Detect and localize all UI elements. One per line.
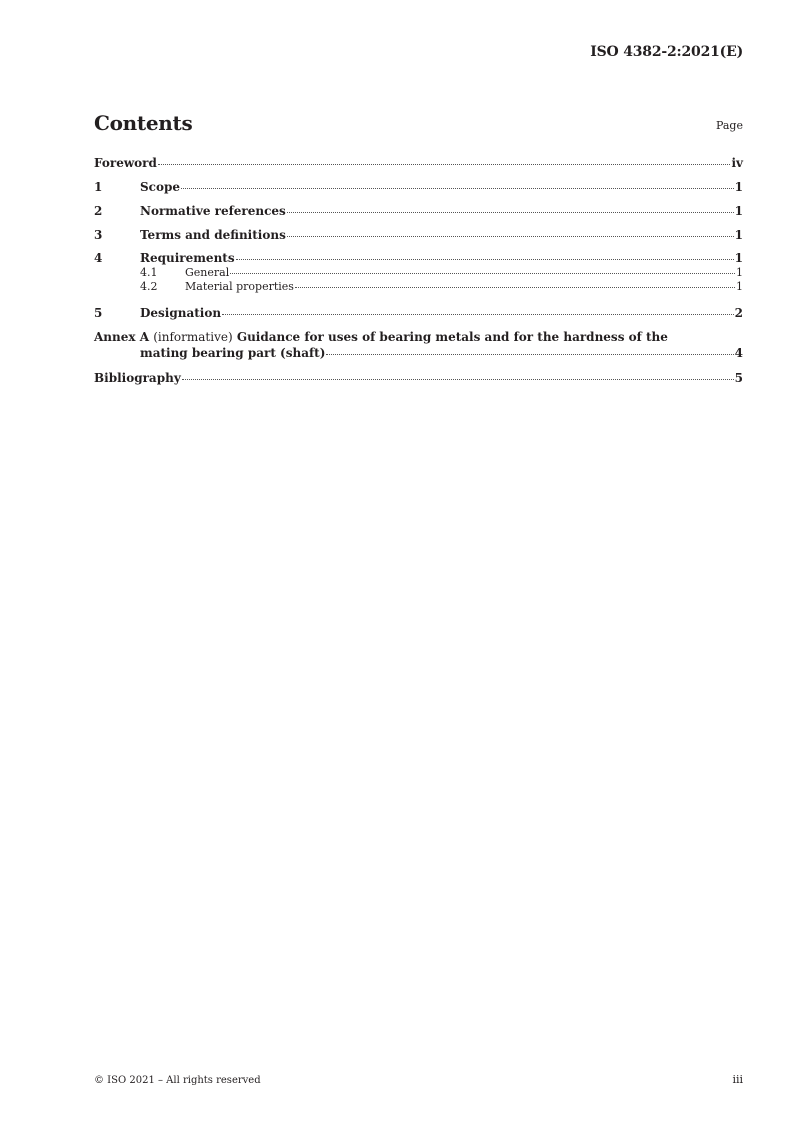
contents-heading: Contents xyxy=(94,111,193,135)
toc-entry-terms-and-definitions[interactable] xyxy=(94,228,743,242)
toc-entry-number: 4.2 xyxy=(140,280,158,293)
toc-entry-title: Scope xyxy=(140,180,181,194)
toc-entry-number: 4 xyxy=(94,251,103,265)
toc-entry-title: Normative references xyxy=(140,204,286,218)
dot-leader xyxy=(295,287,735,288)
toc-entry-number: 4.1 xyxy=(140,266,158,279)
toc-entry-number: 2 xyxy=(94,204,103,218)
toc-entry-page: iv xyxy=(731,156,743,170)
toc-entry-title: mating bearing part (shaft) xyxy=(140,346,326,360)
toc-entry-page: 1 xyxy=(734,228,743,242)
annex-qualifier: (informative) xyxy=(153,330,233,344)
toc-entry-title: Guidance for uses of bearing metals and for the hardness of the xyxy=(236,330,668,344)
toc-entry-title: Designation xyxy=(140,306,222,320)
dot-leader xyxy=(236,259,734,260)
dot-leader xyxy=(181,188,734,189)
toc-entry-page: 1 xyxy=(736,280,743,293)
toc-entry-page: 5 xyxy=(734,371,743,385)
dot-leader xyxy=(158,164,731,165)
dot-leader xyxy=(326,354,733,355)
toc-entry-title: Foreword xyxy=(94,156,157,170)
toc-entry-title: Terms and definitions xyxy=(140,228,286,242)
dot-leader xyxy=(230,273,735,274)
toc-entry-annex-a[interactable] xyxy=(94,330,743,344)
toc-entry-number: 3 xyxy=(94,228,103,242)
toc-entry-page: 2 xyxy=(734,306,743,320)
page-column-label: Page xyxy=(715,119,743,132)
toc-entry-number: 1 xyxy=(94,180,103,194)
toc-entry-scope[interactable] xyxy=(94,180,743,194)
toc-entry-title: Bibliography xyxy=(94,371,181,385)
copyright-notice: © ISO 2021 – All rights reserved xyxy=(94,1075,261,1086)
toc-entry-normative-references[interactable] xyxy=(94,204,743,218)
dot-leader xyxy=(182,379,734,380)
toc-entry-requirements[interactable] xyxy=(94,251,743,265)
dot-leader xyxy=(287,236,734,237)
document-reference: ISO 4382-2:2021(E) xyxy=(590,44,743,60)
dot-leader xyxy=(222,314,734,315)
toc-entry-annex-a-continued[interactable] xyxy=(140,346,743,360)
toc-entry-page: 1 xyxy=(734,180,743,194)
toc-entry-page: 1 xyxy=(734,204,743,218)
toc-entry-page: 1 xyxy=(734,251,743,265)
toc-entry-number: 5 xyxy=(94,306,103,320)
toc-entry-foreword[interactable] xyxy=(94,156,743,170)
toc-entry-general[interactable] xyxy=(140,267,743,279)
toc-entry-page: 4 xyxy=(734,346,743,360)
toc-entry-page: 1 xyxy=(736,266,743,279)
page-number: iii xyxy=(732,1073,743,1086)
toc-entry-title: Requirements xyxy=(140,251,235,265)
toc-entry-designation[interactable] xyxy=(94,306,743,320)
dot-leader xyxy=(287,212,734,213)
toc-entry-material-properties[interactable] xyxy=(140,281,743,293)
toc-entry-bibliography[interactable] xyxy=(94,371,743,385)
toc-entry-number: Annex A xyxy=(94,330,150,344)
toc-entry-title: General xyxy=(185,266,230,279)
toc-entry-title: Material properties xyxy=(185,280,294,293)
